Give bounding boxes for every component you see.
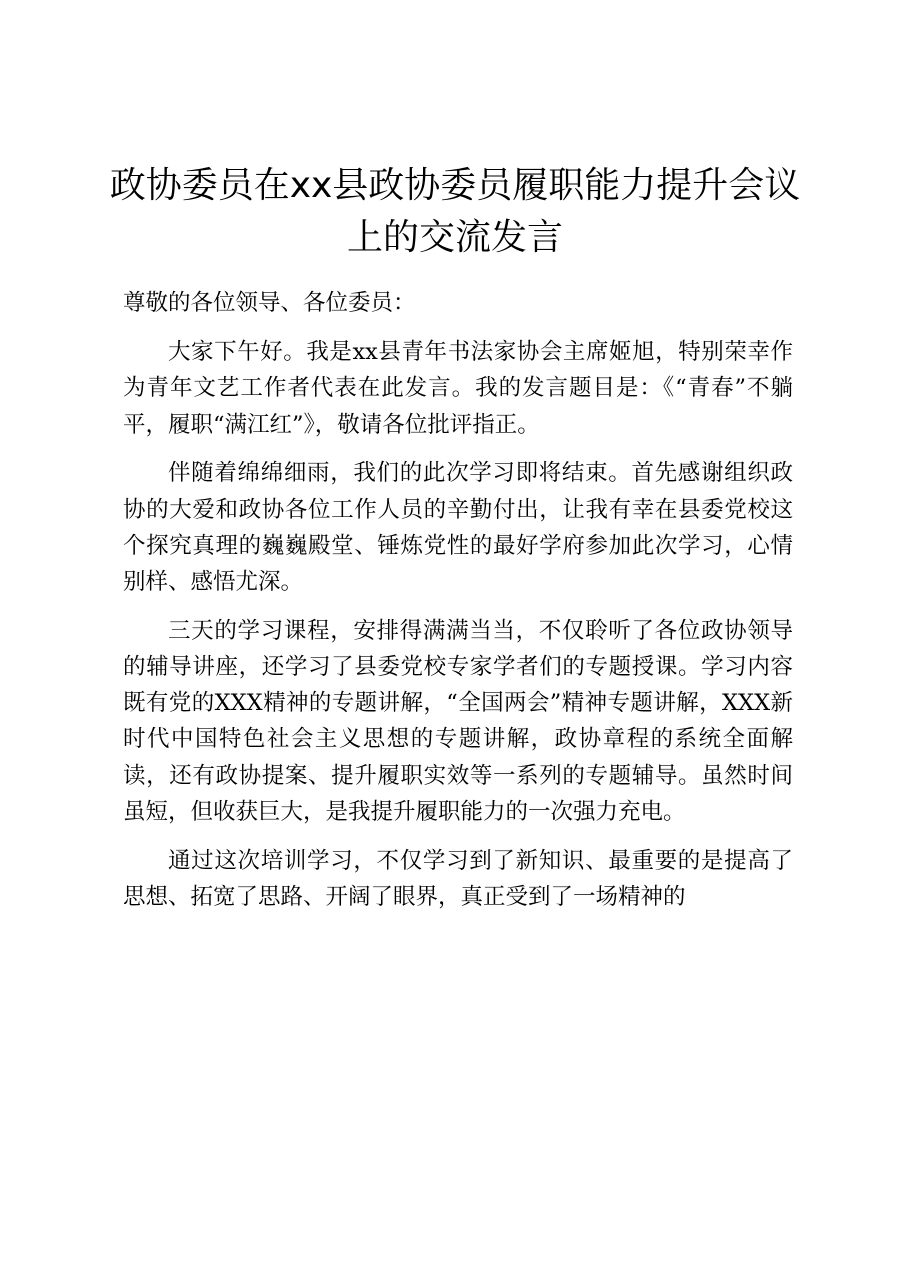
paragraph-4: 通过这次培训学习，不仅学习到了新知识、最重要的是提高了思想、拓宽了思路、开阔了眼界，真正受到了一场精神的 [123, 847, 793, 910]
document-body [123, 285, 793, 928]
paragraph-1: 大家下午好。我是xx县青年书法家协会主席姬旭，特别荣幸作为青年文艺工作者代表在此发言。我的发言题目是：《“青春”不躺平，履职“满江红”》，敬请各位批评指正。 [123, 339, 793, 438]
document-title: 政协委员在xx县政协委员履职能力提升会议上的交流发言 [109, 165, 801, 258]
paragraph-3: 三天的学习课程，安排得满满当当，不仅聆听了各位政协领导的辅导讲座，还学习了县委党校专家学者们的专题授课。学习内容既有党的XXX精神的专题讲解，“全国两会”精神专题讲解，XXX新时代中国特色社会主义思想的专题讲解，政协章程的系统全面解读，还有政协提案、提升履职实效等一系列的专题辅导。虽然时间虽短，但收获巨大，是我提升履职能力的一次强力充电。 [123, 617, 793, 825]
paragraph-2: 伴随着绵绵细雨，我们的此次学习即将结束。首先感谢组织政协的大爱和政协各位工作人员的辛勤付出，让我有幸在县委党校这个探究真理的巍巍殿堂、锤炼党性的最好学府参加此次学习，心情别样、感悟尤深。 [123, 460, 793, 596]
salutation: 尊敬的各位领导、各位委员： [123, 290, 416, 316]
